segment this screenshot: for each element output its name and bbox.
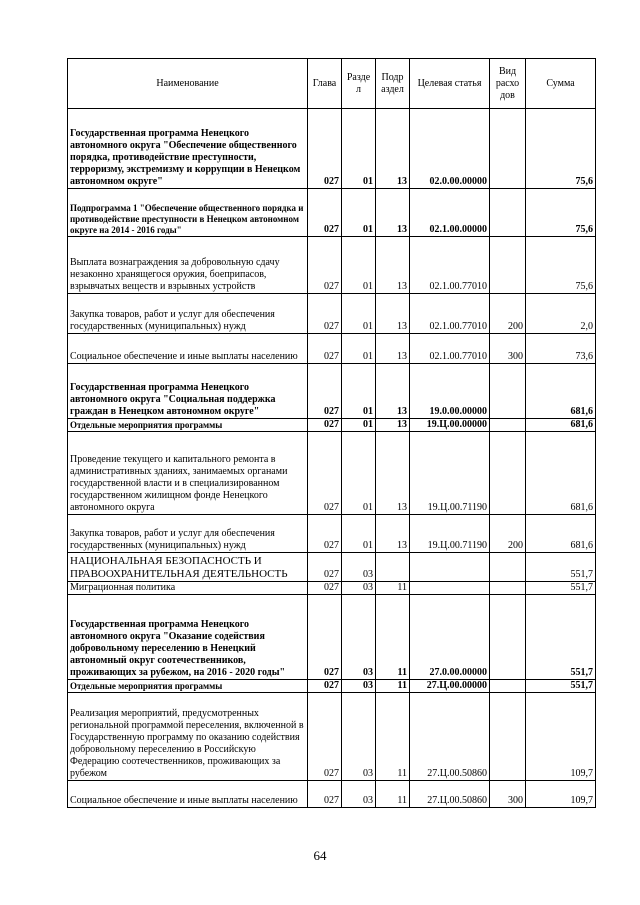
row-name: Реализация мероприятий, предусмотренных региональной программой переселения, включенной в Государственную программу по оказанию содействия добровольному переселению в Российскую Федерацию соотечественников, проживающих за рубежом — [68, 693, 308, 781]
row-name: Выплата вознаграждения за добровольную сдачу незаконно хранящегося оружия, боеприпасов, взрывчатых веществ и взрывных устройств — [68, 237, 308, 294]
row-subsection: 11 — [376, 781, 410, 808]
header-name: Наименование — [68, 59, 308, 109]
row-target — [410, 553, 490, 582]
row-sum: 681,6 — [526, 515, 596, 553]
page-number: 64 — [313, 848, 327, 863]
row-section: 03 — [342, 595, 376, 680]
row-target: 02.0.00.00000 — [410, 109, 490, 189]
row-target: 27.0.00.00000 — [410, 595, 490, 680]
header-target: Целевая статья — [410, 59, 490, 109]
row-target: 27.Ц.00.50860 — [410, 693, 490, 781]
row-subsection: 11 — [376, 693, 410, 781]
table-row — [68, 334, 596, 364]
row-sum: 75,6 — [526, 109, 596, 189]
row-type — [490, 364, 526, 419]
row-chapter: 027 — [308, 582, 342, 595]
row-type: 300 — [490, 334, 526, 364]
row-name: Государственная программа Ненецкого автономного округа "Оказание содействия добровольному переселению в Ненецкий автономный округ соотечественников, проживающих за рубежом, на 2016 - 2020 годы" — [68, 595, 308, 680]
row-subsection: 13 — [376, 419, 410, 432]
row-name: Государственная программа Ненецкого автономного округа "Социальная поддержка граждан в Ненецком автономном округе" — [68, 364, 308, 419]
table-row — [68, 515, 596, 553]
row-name: Подпрограмма 1 "Обеспечение общественного порядка и противодействие преступности в Ненецком автономном округе на 2014 - 2016 годы" — [68, 189, 308, 237]
row-type — [490, 419, 526, 432]
row-sum: 681,6 — [526, 364, 596, 419]
table-row — [68, 582, 596, 595]
table-row — [68, 294, 596, 334]
row-type — [490, 553, 526, 582]
header-subsection: Подр аздел — [376, 59, 410, 109]
row-section: 01 — [342, 189, 376, 237]
budget-table — [67, 58, 596, 808]
row-name: Миграционная политика — [68, 582, 308, 595]
row-section: 01 — [342, 364, 376, 419]
row-sum: 681,6 — [526, 419, 596, 432]
row-chapter: 027 — [308, 781, 342, 808]
row-subsection: 11 — [376, 680, 410, 693]
row-subsection — [376, 553, 410, 582]
row-sum: 75,6 — [526, 189, 596, 237]
table-row — [68, 595, 596, 680]
row-name: Отдельные мероприятия программы — [68, 680, 308, 693]
row-type — [490, 189, 526, 237]
row-subsection: 13 — [376, 189, 410, 237]
row-type — [490, 432, 526, 515]
row-name: Государственная программа Ненецкого автономного округа "Обеспечение общественного порядка, противодействие преступности, терроризму, экстремизму и коррупции в Ненецком автономном округе" — [68, 109, 308, 189]
row-type — [490, 582, 526, 595]
row-section: 03 — [342, 781, 376, 808]
row-sum: 109,7 — [526, 693, 596, 781]
row-chapter: 027 — [308, 364, 342, 419]
row-type — [490, 109, 526, 189]
row-type — [490, 237, 526, 294]
row-sum: 551,7 — [526, 680, 596, 693]
row-type — [490, 595, 526, 680]
row-subsection: 13 — [376, 237, 410, 294]
table-row — [68, 680, 596, 693]
table-row — [68, 693, 596, 781]
row-chapter: 027 — [308, 680, 342, 693]
row-chapter: 027 — [308, 189, 342, 237]
row-sum: 75,6 — [526, 237, 596, 294]
row-sum: 109,7 — [526, 781, 596, 808]
row-subsection: 11 — [376, 595, 410, 680]
row-section: 01 — [342, 419, 376, 432]
row-target: 02.1.00.77010 — [410, 237, 490, 294]
row-type — [490, 680, 526, 693]
row-name: Закупка товаров, работ и услуг для обеспечения государственных (муниципальных) нужд — [68, 294, 308, 334]
row-sum: 73,6 — [526, 334, 596, 364]
row-target: 19.Ц.00.00000 — [410, 419, 490, 432]
row-section: 03 — [342, 680, 376, 693]
row-section: 03 — [342, 553, 376, 582]
row-chapter: 027 — [308, 432, 342, 515]
row-subsection: 13 — [376, 334, 410, 364]
table-row — [68, 237, 596, 294]
row-sum: 551,7 — [526, 582, 596, 595]
table-row — [68, 419, 596, 432]
row-chapter: 027 — [308, 693, 342, 781]
row-section: 03 — [342, 693, 376, 781]
row-type: 200 — [490, 515, 526, 553]
header-section: Разде л — [342, 59, 376, 109]
table-row — [68, 189, 596, 237]
row-subsection: 13 — [376, 294, 410, 334]
row-target: 19.Ц.00.71190 — [410, 432, 490, 515]
row-target: 02.1.00.77010 — [410, 334, 490, 364]
row-sum: 551,7 — [526, 553, 596, 582]
header-chapter: Глава — [308, 59, 342, 109]
row-section: 01 — [342, 294, 376, 334]
row-section: 01 — [342, 515, 376, 553]
row-sum: 681,6 — [526, 432, 596, 515]
row-chapter: 027 — [308, 515, 342, 553]
row-chapter: 027 — [308, 553, 342, 582]
table-row — [68, 781, 596, 808]
table-header-row — [68, 59, 596, 109]
table-row — [68, 553, 596, 582]
header-type: Вид расхо дов — [490, 59, 526, 109]
row-subsection: 13 — [376, 515, 410, 553]
row-chapter: 027 — [308, 109, 342, 189]
row-name: Социальное обеспечение и иные выплаты населению — [68, 334, 308, 364]
table-row — [68, 364, 596, 419]
row-subsection: 13 — [376, 109, 410, 189]
row-target: 19.Ц.00.71190 — [410, 515, 490, 553]
row-chapter: 027 — [308, 595, 342, 680]
header-sum: Сумма — [526, 59, 596, 109]
row-type — [490, 693, 526, 781]
row-target — [410, 582, 490, 595]
row-section: 01 — [342, 432, 376, 515]
table-row — [68, 432, 596, 515]
row-chapter: 027 — [308, 237, 342, 294]
row-subsection: 13 — [376, 364, 410, 419]
row-section: 01 — [342, 334, 376, 364]
row-section: 03 — [342, 582, 376, 595]
row-subsection: 13 — [376, 432, 410, 515]
row-section: 01 — [342, 109, 376, 189]
row-name: Отдельные мероприятия программы — [68, 419, 308, 432]
table-row — [68, 109, 596, 189]
row-name: Закупка товаров, работ и услуг для обеспечения государственных (муниципальных) нужд — [68, 515, 308, 553]
row-name: Проведение текущего и капитального ремонта в административных зданиях, занимаемых органами государственной власти и в специализированном государственном жилищном фонде Ненецкого автономного округа — [68, 432, 308, 515]
row-type: 300 — [490, 781, 526, 808]
row-chapter: 027 — [308, 294, 342, 334]
row-target: 27.Ц.00.00000 — [410, 680, 490, 693]
row-type: 200 — [490, 294, 526, 334]
row-target: 02.1.00.77010 — [410, 294, 490, 334]
row-name: НАЦИОНАЛЬНАЯ БЕЗОПАСНОСТЬ И ПРАВООХРАНИТЕЛЬНАЯ ДЕЯТЕЛЬНОСТЬ — [68, 553, 308, 582]
row-name: Социальное обеспечение и иные выплаты населению — [68, 781, 308, 808]
row-target: 19.0.00.00000 — [410, 364, 490, 419]
row-chapter: 027 — [308, 419, 342, 432]
row-section: 01 — [342, 237, 376, 294]
row-target: 02.1.00.00000 — [410, 189, 490, 237]
row-subsection: 11 — [376, 582, 410, 595]
row-chapter: 027 — [308, 334, 342, 364]
row-sum: 551,7 — [526, 595, 596, 680]
row-sum: 2,0 — [526, 294, 596, 334]
row-target: 27.Ц.00.50860 — [410, 781, 490, 808]
